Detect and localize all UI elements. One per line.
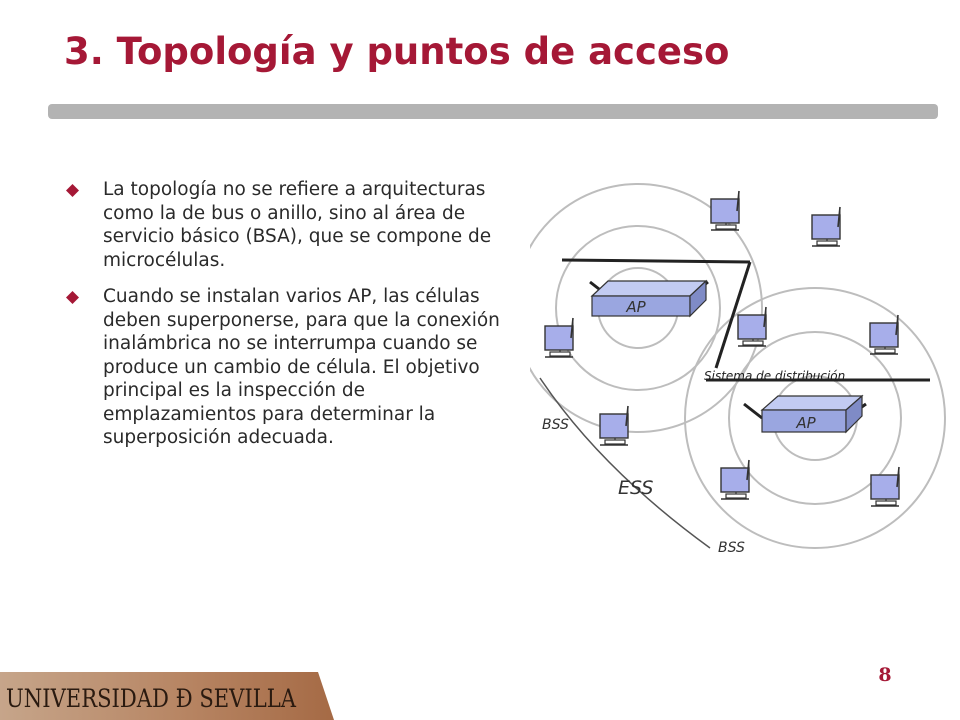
ap-label: AP (796, 414, 816, 432)
university-logo (0, 672, 334, 720)
bullet-text: Cuando se instalan varios AP, las células deben superponerse, para que la conexión inalámbrica no se interrumpa cuando se produce un cambio de célula. El objetivo principal es la inspección de emplazamientos para determinar la superposición adecuada. (103, 286, 500, 448)
wireless-station-icon (721, 460, 749, 499)
bullet-text: La topología no se refiere a arquitecturas como la de bus o anillo, sino al área de servicio básico (BSA), que se compone de microcélulas. (103, 179, 492, 271)
slide-title: 3. Topología y puntos de acceso (64, 30, 730, 73)
logo-text: UNIVERSIDAD Ð SEVILLA (6, 684, 297, 713)
bullet-item (66, 178, 506, 272)
bss-label: BSS (542, 417, 569, 433)
diamond-bullet-icon (66, 184, 79, 197)
ess-outline (540, 378, 710, 548)
access-point-2 (744, 396, 866, 432)
wireless-station-icon (812, 207, 840, 246)
bss-label: BSS (718, 540, 745, 556)
title-divider-bar (48, 104, 938, 119)
wireless-station-icon (711, 191, 739, 230)
bullet-item (66, 285, 506, 450)
bullet-list (66, 178, 506, 463)
wireless-station-icon (600, 406, 628, 445)
wireless-station-icon (870, 315, 898, 354)
page-number: 8 (878, 664, 892, 686)
ap-label: AP (626, 298, 646, 316)
distribution-system-label: Sistema de distribución (704, 369, 846, 383)
network-topology-diagram (530, 178, 950, 568)
diamond-bullet-icon (66, 291, 79, 304)
wireless-station-icon (871, 467, 899, 506)
access-point-1 (590, 281, 708, 316)
ess-label: ESS (618, 477, 654, 499)
